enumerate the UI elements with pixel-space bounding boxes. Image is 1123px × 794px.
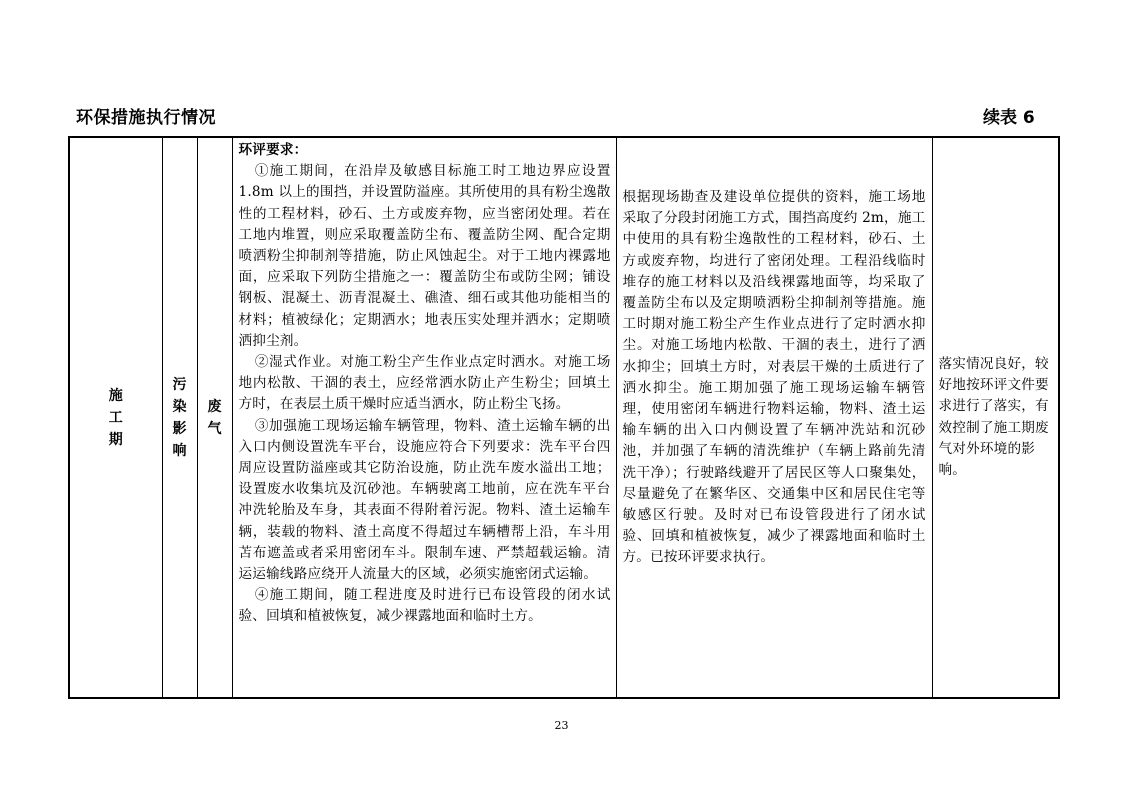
period-char: 施 [108, 387, 123, 404]
continuation-label: 续表 6 [983, 108, 1035, 128]
period-cell [69, 137, 162, 698]
sub-category-char: 废 [207, 398, 222, 415]
requirement-paragraph: ③加强施工现场运输车辆管理，物料、渣土运输车辆的出入口内侧设置洗车平台，设施应符合下列要求：洗车平台四周应设置防溢座或其它防治设施，防止洗车废水溢出工地；设置废水收集坑及沉砂池。车辆驶离工地前，应在洗车平台冲洗轮胎及车身，其表面不得附着污泥。物料、渣土运输车辆，装载的物料、渣土高度不得超过车辆槽帮上沿，车斗用苫布遮盖或者采用密闭车斗。限制车速、严禁超载运输。清运运输线路应绕开人流量大的区域，必须实施密闭式运输。 [238, 417, 611, 583]
category-char: 污 [172, 376, 187, 393]
requirement-paragraph: ①施工期间，在沿岸及敏感目标施工时工地边界应设置 1.8m 以上的围挡，并设置防溢座。其所使用的具有粉尘逸散性的工程材料，砂石、土方或废弃物，应当密闭处理。若在工地内堆置，则应采取覆盖防尘布、覆盖防尘网、配合定期喷洒粉尘抑制剂等措施，防止风蚀起尘。对于工地内裸露地面，应采取下列防尘措施之一：覆盖防尘布或防尘网；铺设钢板、混凝土、沥青混凝土、礁渣、细石或其他功能相当的材料；植被绿化；定期洒水；地表压实处理并洒水；定期喷洒抑尘剂。 [238, 163, 611, 349]
measures-table [68, 136, 1060, 699]
implementation-cell: 根据现场勘查及建设单位提供的资料，施工场地采取了分段封闭施工方式，围挡高度约 2m，施工中使用的具有粉尘逸散性的工程材料，砂石、土方或废弃物，均进行了密闭处理。工程沿线临时堆存的施工材料以及沿线裸露地面等，均采取了覆盖防尘布以及定期喷洒粉尘抑制剂等措施。施工时期对施工粉尘产生作业点进行了定时洒水抑尘。对施工场地内松散、干涸的表土，进行了洒水抑尘；回填土方时，对表层干燥的土质进行了洒水抑尘。施工期加强了施工现场运输车辆管理，使用密闭车辆进行物料运输，物料、渣土运输车辆的出入口内侧设置了车辆冲洗站和沉砂池，并加强了车辆的清洗维护（车辆上路前先清洗干净）；行驶路线避开了居民区等人口聚集处，尽量避免了在繁华区、交通集中区和居民住宅等敏感区行驶。及时对已布设管段进行了闭水试验、回填和植被恢复，减少了裸露地面和临时土方。已按环评要求执行。 [616, 137, 932, 698]
category-cell [162, 137, 197, 698]
category-char: 影 [172, 420, 187, 437]
sub-category-char: 气 [207, 420, 222, 437]
section-title: 环保措施执行情况 [76, 108, 216, 128]
period-char: 期 [108, 431, 123, 448]
requirements-title: 环评要求： [238, 142, 308, 158]
category-char: 响 [172, 442, 187, 459]
period-char: 工 [108, 409, 123, 426]
table-row [69, 137, 1059, 698]
requirement-paragraph: ④施工期间，随工程进度及时进行已布设管段的闭水试验、回填和植被恢复，减少裸露地面和临时土方。 [238, 587, 611, 625]
conclusion-cell: 落实情况良好，较好地按环评文件要求进行了落实，有效控制了施工期废气对外环境的影响。 [932, 137, 1059, 698]
sub-category-cell [197, 137, 232, 698]
requirement-paragraph: ②湿式作业。对施工粉尘产生作业点定时洒水。对施工场地内松散、干涸的表土，应经常洒水防止产生粉尘；回填土方时，在表层土质干燥时应适当洒水，防止粉尘飞扬。 [238, 354, 611, 413]
category-char: 染 [172, 398, 187, 415]
page-number: 23 [554, 719, 569, 732]
requirements-cell [232, 137, 616, 698]
